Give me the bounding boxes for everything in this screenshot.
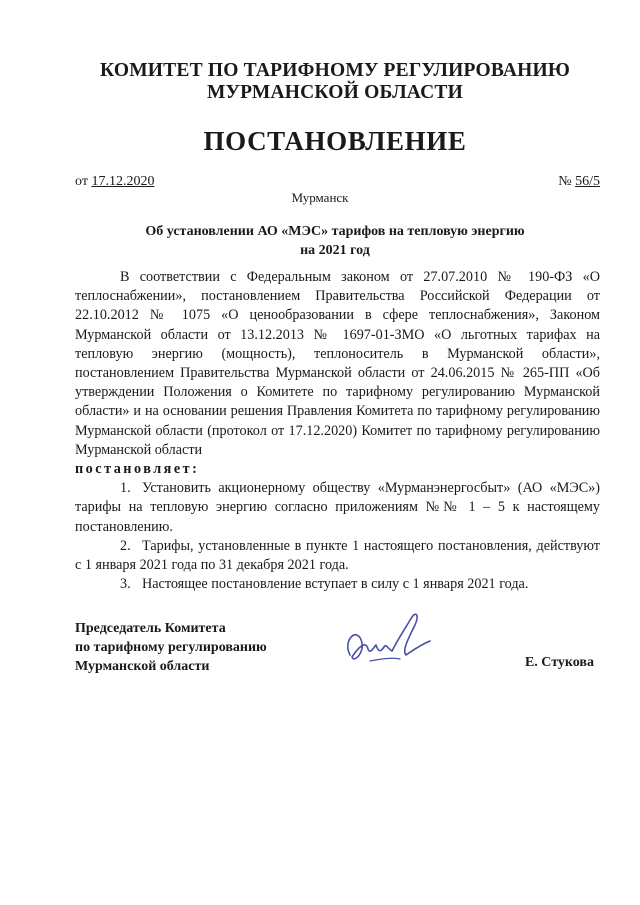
number-value: 56/5	[575, 174, 600, 189]
item-number: 2.	[120, 537, 131, 554]
item-number: 3.	[120, 576, 131, 593]
signer-title	[75, 619, 267, 676]
signer-name: Е. Стукова	[524, 655, 594, 670]
item-text: Установить акционерному обществу «Мурманэнергосбыт» (АО «МЭС») тарифы на тепловую энергию согласно приложениям №№ 1 – 5 к настоящему постановлению.	[75, 480, 600, 535]
item-text: Настоящее постановление вступает в силу с 1 января 2021 года.	[142, 576, 529, 593]
document-subject	[120, 222, 550, 260]
city: Мурманск	[291, 190, 349, 205]
subject-line-1: Об установлении АО «МЭС» тарифов на тепловую энергию	[145, 224, 525, 239]
list-item	[75, 479, 600, 537]
signer-title-line-1: Председатель Комитета	[75, 621, 226, 636]
resolves-keyword: постановляет:	[75, 461, 200, 478]
list-item	[75, 537, 600, 575]
committee-line-2: МУРМАНСКОЙ ОБЛАСТИ	[207, 82, 463, 103]
item-number: 1.	[120, 480, 131, 497]
signer-title-line-3: Мурманской области	[75, 659, 210, 674]
date-value: 17.12.2020	[91, 174, 155, 189]
committee-line-1: КОМИТЕТ ПО ТАРИФНОМУ РЕГУЛИРОВАНИЮ	[99, 60, 571, 81]
date-prefix: от	[75, 174, 88, 189]
document-date	[75, 174, 154, 190]
number-prefix: №	[558, 174, 572, 189]
signer-title-line-2: по тарифному регулированию	[75, 640, 267, 655]
document-type-title: ПОСТАНОВЛЕНИЕ	[203, 126, 467, 156]
subject-line-2: на 2021 год	[300, 243, 370, 258]
document-number	[558, 174, 600, 190]
handwritten-signature	[340, 605, 440, 675]
list-item	[75, 575, 600, 594]
document-body	[75, 268, 600, 594]
item-text: Тарифы, установленные в пункте 1 настоящего постановления, действуют с 1 января 2021 года по 31 декабря 2021 года.	[75, 537, 600, 574]
committee-header	[70, 60, 600, 104]
preamble-paragraph: В соответствии с Федеральным законом от 27.07.2010 № 190-ФЗ «О теплоснабжении», постановлением Правительства Российской Федерации от 22.10.2012 № 1075 «О ценообразовании в сфере теплоснабжения», Законом Мурманской области от 13.12.2013 № 1697-01-ЗМО «О льготных тарифах на тепловую энергию (мощность), теплоноситель в Мурманской области», постановлением Правительства Мурманской области от 24.06.2015 № 265-ПП «Об утверждении Положения о Комитете по тарифному регулированию Мурманской области» и на основании решения Правления Комитета по тарифному регулированию Мурманской области (протокол от 17.12.2020) Комитет по тарифному регулированию Мурманской области	[75, 269, 600, 458]
